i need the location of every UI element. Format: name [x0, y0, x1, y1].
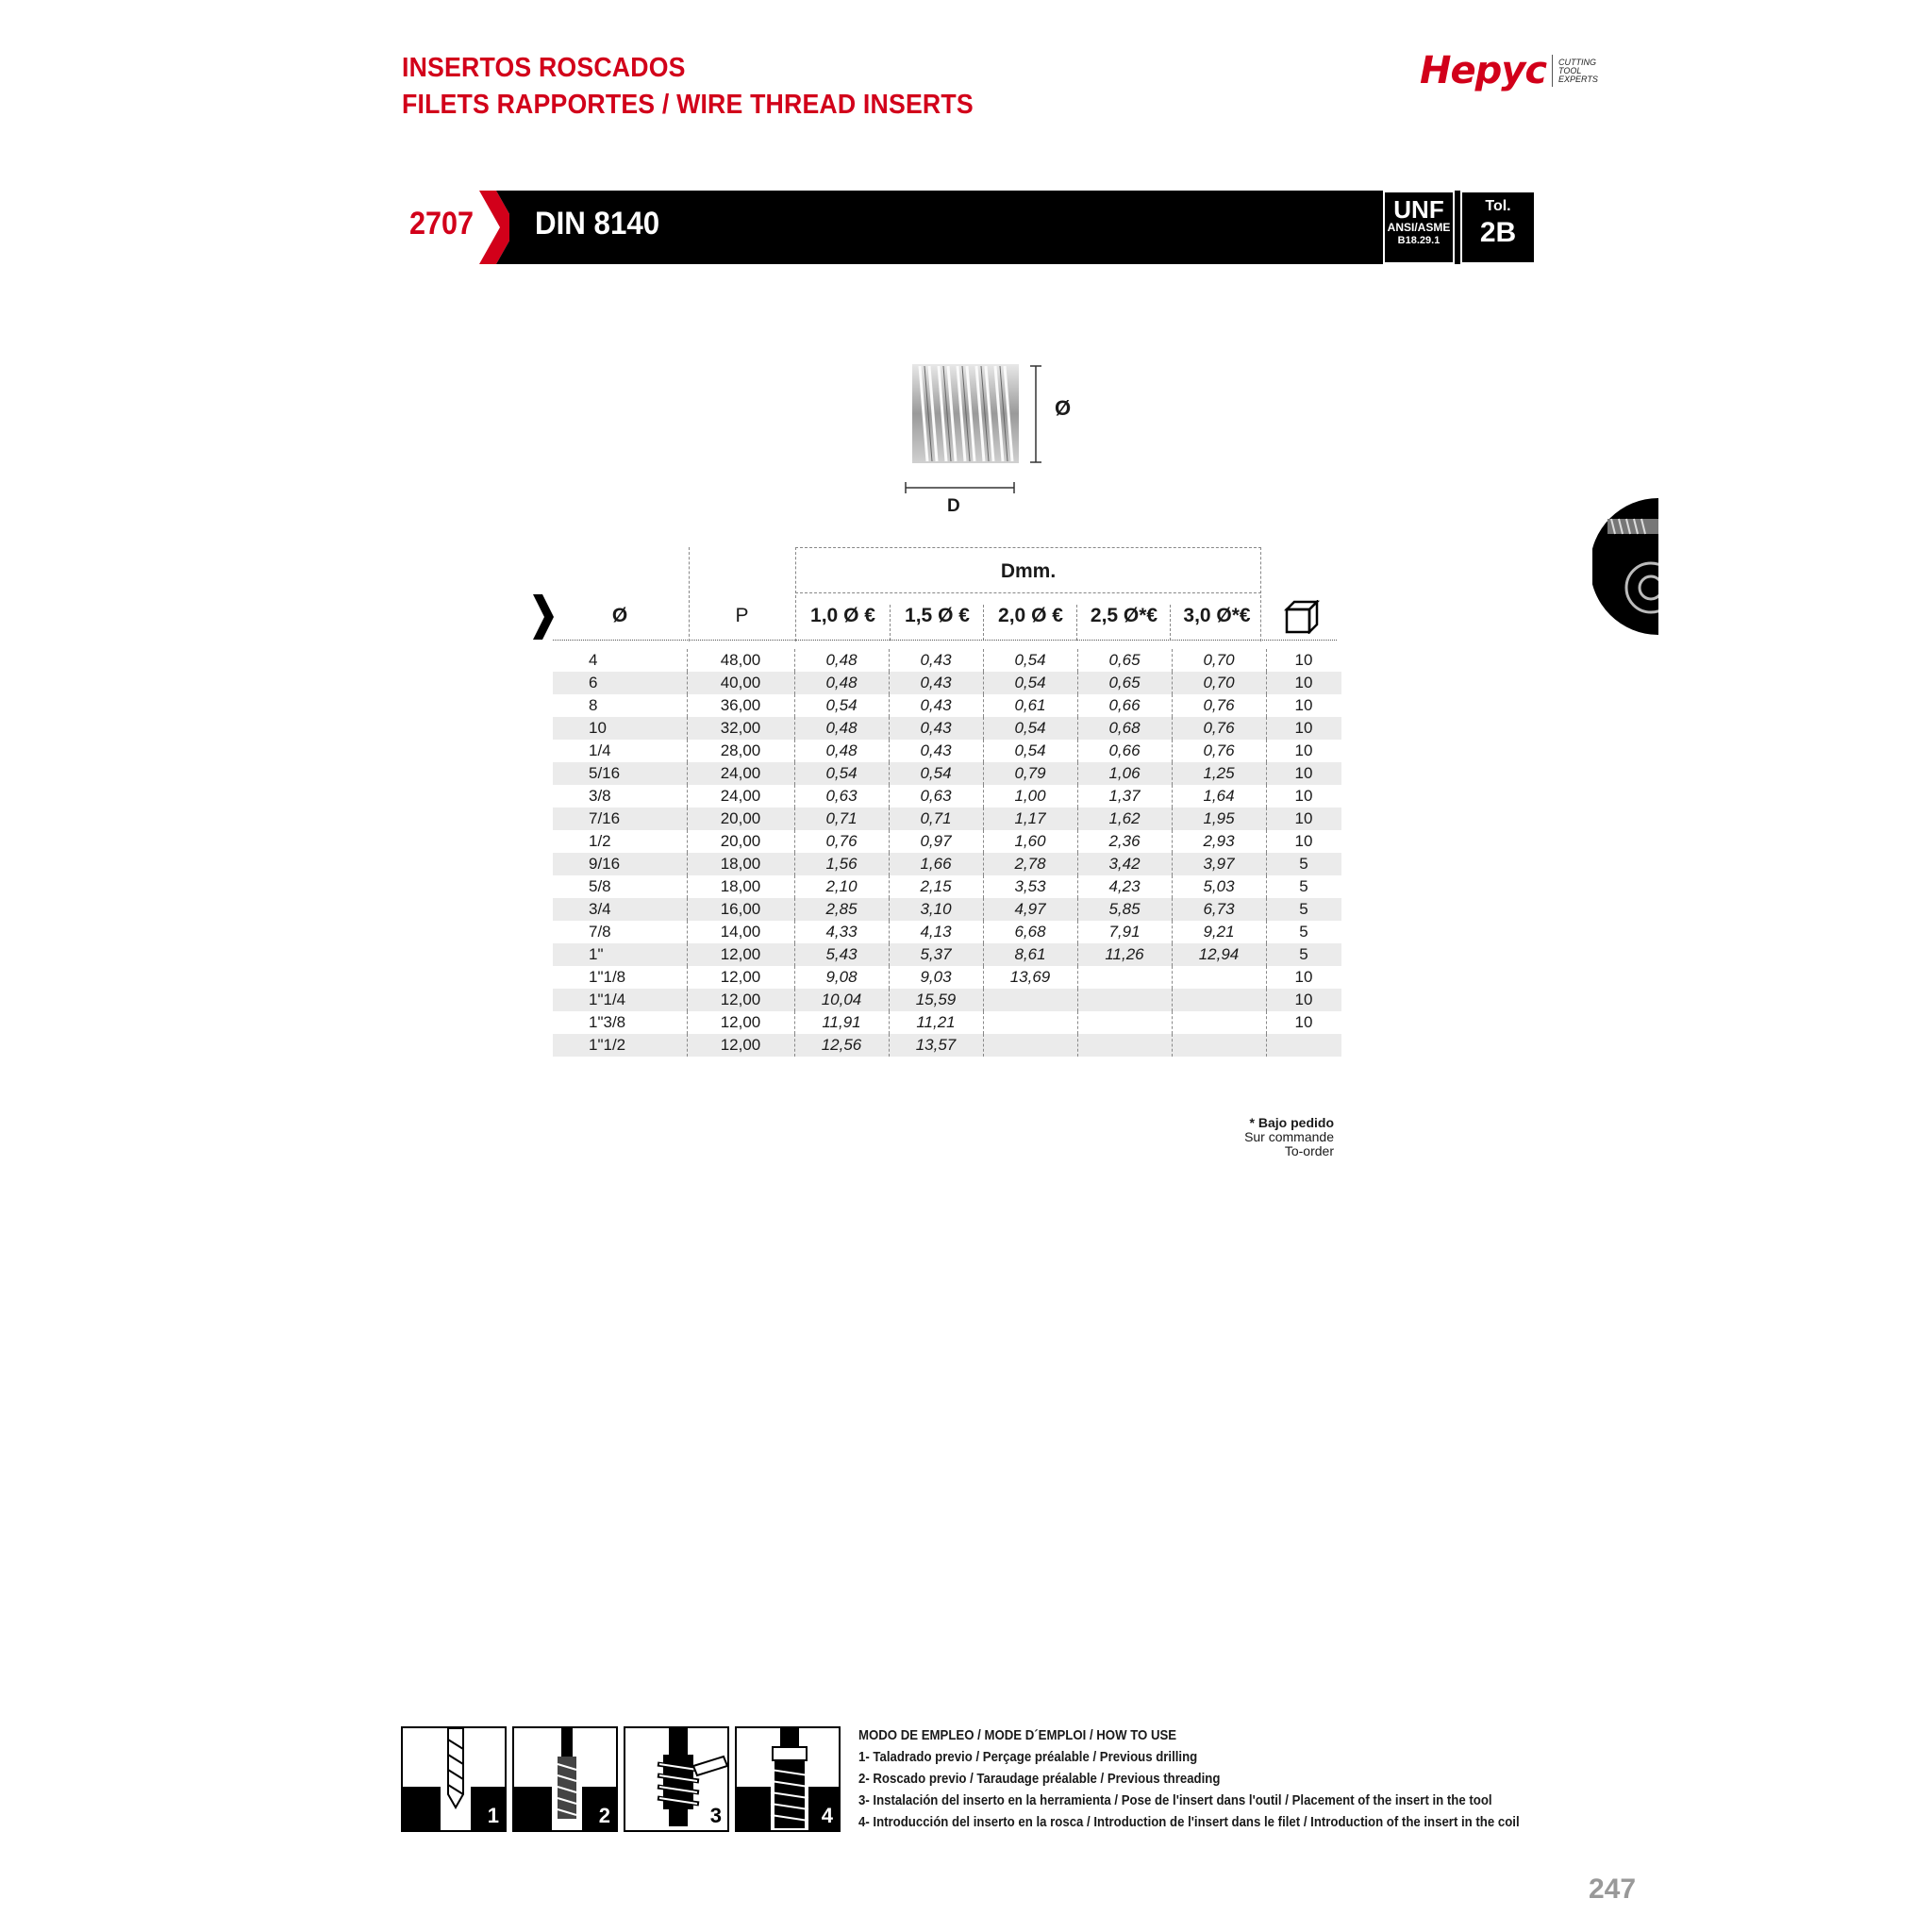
howto-step-4: 4- Introducción del inserto en la rosca / Introduction de l'insert dans le filet / Introduction of the insert in the coil [858, 1814, 1520, 1830]
cell-diameter: 4 [553, 649, 687, 672]
cell-diameter: 5/16 [553, 762, 687, 785]
table-row [553, 740, 1341, 762]
cell-price: 0,70 [1172, 649, 1266, 672]
page-title-line2: FILETS RAPPORTES / WIRE THREAD INSERTS [402, 90, 974, 120]
logo-tagline: CUTTING TOOL EXPERTS [1558, 57, 1598, 84]
col-diameter: Ø [611, 605, 628, 626]
cell-price: 9,08 [794, 966, 889, 989]
cell-pitch: 12,00 [687, 943, 794, 966]
cell-diameter: 3/4 [553, 898, 687, 921]
cell-price: 3,97 [1172, 853, 1266, 875]
cell-price: 1,06 [1077, 762, 1172, 785]
table-row [553, 853, 1341, 875]
howto-step-2: 2- Roscado previo / Taraudage préalable / Previous threading [858, 1771, 1221, 1787]
order-note [1132, 1116, 1334, 1158]
cell-pitch: 40,00 [687, 672, 794, 694]
cell-price: 0,54 [983, 672, 1077, 694]
cell-price: 12,94 [1172, 943, 1266, 966]
cell-quantity [1266, 1034, 1341, 1057]
cell-price: 3,53 [983, 875, 1077, 898]
cell-pitch: 48,00 [687, 649, 794, 672]
col-2-0: 2,0 Ø € [983, 605, 1077, 641]
cell-pitch: 20,00 [687, 808, 794, 830]
cell-price: 1,95 [1172, 808, 1266, 830]
cell-pitch: 24,00 [687, 762, 794, 785]
cell-price [1172, 989, 1266, 1011]
cell-price: 4,97 [983, 898, 1077, 921]
product-standard: DIN 8140 [535, 206, 660, 242]
cell-price: 7,91 [1077, 921, 1172, 943]
thread-std-2: B18.29.1 [1397, 235, 1441, 246]
table-row [553, 966, 1341, 989]
table-divider [689, 547, 690, 641]
tolerance-value: 2B [1479, 217, 1517, 248]
table-row [553, 830, 1341, 853]
cell-diameter: 3/8 [553, 785, 687, 808]
cell-diameter: 1/2 [553, 830, 687, 853]
cell-price: 0,65 [1077, 649, 1172, 672]
cell-diameter: 7/16 [553, 808, 687, 830]
cell-quantity: 10 [1294, 832, 1313, 850]
price-table [553, 649, 1341, 1057]
row-pointer-icon [533, 594, 554, 640]
step-1-drilling [401, 1726, 507, 1832]
logo-divider [1552, 55, 1553, 87]
cell-price: 2,78 [983, 853, 1077, 875]
cell-pitch: 12,00 [687, 1034, 794, 1057]
cell-diameter: 1" [553, 943, 687, 966]
cell-price: 0,68 [1077, 717, 1172, 740]
cell-price: 0,54 [983, 649, 1077, 672]
cell-quantity: 5 [1266, 898, 1341, 921]
product-code: 2707 [409, 206, 475, 242]
cell-price: 2,15 [889, 875, 983, 898]
howto-step-3: 3- Instalación del inserto en la herramienta / Pose de l'insert dans l'outil / Placement of the insert in the tool [858, 1792, 1492, 1808]
table-row [553, 875, 1341, 898]
cell-pitch: 12,00 [687, 1011, 794, 1034]
dmm-header: Dmm. [1000, 560, 1057, 582]
cell-diameter: 1"1/2 [553, 1034, 687, 1057]
cell-diameter: 7/8 [553, 921, 687, 943]
cell-price: 2,36 [1077, 830, 1172, 853]
cell-pitch: 14,00 [687, 921, 794, 943]
cell-price: 0,54 [794, 694, 889, 717]
cell-pitch: 12,00 [687, 966, 794, 989]
cell-price: 0,43 [889, 717, 983, 740]
howto-title: MODO DE EMPLEO / MODE D´EMPLOI / HOW TO USE [858, 1727, 1177, 1743]
cell-price: 9,21 [1172, 921, 1266, 943]
cell-price: 10,04 [794, 989, 889, 1011]
note-line3: To-order [1284, 1143, 1334, 1158]
cell-diameter: 6 [553, 672, 687, 694]
cell-price: 0,61 [983, 694, 1077, 717]
table-row [553, 649, 1341, 672]
cell-price: 0,76 [1172, 740, 1266, 762]
diameter-label: Ø [1055, 396, 1072, 420]
cell-price: 0,97 [889, 830, 983, 853]
cell-price: 0,76 [1172, 694, 1266, 717]
cell-price: 12,56 [794, 1034, 889, 1057]
cell-diameter: 5/8 [553, 875, 687, 898]
howto-step-1: 1- Taladrado previo / Perçage préalable / Previous drilling [858, 1749, 1198, 1765]
cell-price: 0,54 [983, 717, 1077, 740]
cell-price [1077, 989, 1172, 1011]
cell-price: 6,68 [983, 921, 1077, 943]
cell-pitch: 24,00 [687, 785, 794, 808]
cell-pitch: 12,00 [687, 989, 794, 1011]
table-row [553, 785, 1341, 808]
cell-price [1077, 1011, 1172, 1034]
cell-pitch: 20,00 [687, 830, 794, 853]
cell-quantity: 10 [1294, 651, 1313, 669]
cell-price: 5,43 [794, 943, 889, 966]
cell-quantity: 10 [1294, 1013, 1313, 1031]
cell-price: 0,48 [794, 717, 889, 740]
cell-pitch: 18,00 [687, 875, 794, 898]
cell-price: 0,76 [1172, 717, 1266, 740]
cell-price [1077, 966, 1172, 989]
cell-price: 5,85 [1077, 898, 1172, 921]
cell-price: 1,66 [889, 853, 983, 875]
cell-price: 0,76 [794, 830, 889, 853]
cell-price: 0,66 [1077, 740, 1172, 762]
cell-price: 1,56 [794, 853, 889, 875]
cell-price: 0,43 [889, 740, 983, 762]
cell-price: 13,57 [889, 1034, 983, 1057]
step-number-4: 4 [821, 1804, 833, 1827]
table-row [553, 1034, 1341, 1057]
cell-price: 4,33 [794, 921, 889, 943]
cell-price: 1,60 [983, 830, 1077, 853]
table-row [553, 943, 1341, 966]
note-line1: * Bajo pedido [1249, 1115, 1334, 1130]
brand-logo [1420, 49, 1598, 92]
cell-price: 0,54 [794, 762, 889, 785]
cell-diameter: 10 [553, 717, 687, 740]
step-4-insertion [735, 1726, 841, 1832]
cell-price: 0,43 [889, 672, 983, 694]
col-1-5: 1,5 Ø € [890, 605, 984, 641]
col-3-0: 3,0 Ø*€ [1170, 605, 1263, 641]
col-2-5: 2,5 Ø*€ [1076, 605, 1171, 641]
cell-quantity: 5 [1266, 943, 1341, 966]
cell-price: 0,63 [889, 785, 983, 808]
cell-quantity: 10 [1294, 787, 1313, 805]
cell-price: 6,73 [1172, 898, 1266, 921]
cell-pitch: 36,00 [687, 694, 794, 717]
cell-quantity: 10 [1266, 717, 1341, 740]
cell-price: 1,25 [1172, 762, 1266, 785]
howto-text [858, 1724, 1520, 1833]
cell-price: 0,71 [889, 808, 983, 830]
cell-price: 0,63 [794, 785, 889, 808]
cell-price: 0,48 [794, 649, 889, 672]
cell-price: 0,43 [889, 649, 983, 672]
cell-price: 1,64 [1172, 785, 1266, 808]
cell-price [983, 1034, 1077, 1057]
cell-diameter: 1"1/4 [553, 989, 687, 1011]
cell-price: 3,10 [889, 898, 983, 921]
tolerance-badge [1460, 191, 1536, 264]
table-header-rule [553, 640, 1337, 641]
cell-price [1172, 1011, 1266, 1034]
table-row [553, 989, 1341, 1011]
cell-price: 1,00 [983, 785, 1077, 808]
cell-price: 4,13 [889, 921, 983, 943]
cell-quantity: 10 [1266, 808, 1341, 830]
dmm-group-line [795, 592, 1261, 593]
cell-price: 0,66 [1077, 694, 1172, 717]
cell-price: 1,62 [1077, 808, 1172, 830]
logo-word: Hepyc [1420, 49, 1547, 92]
table-row [553, 921, 1341, 943]
note-line2: Sur commande [1244, 1129, 1334, 1144]
cell-price: 0,54 [889, 762, 983, 785]
section-tab-icon [1592, 498, 1658, 635]
cell-price [1172, 966, 1266, 989]
cell-price: 3,42 [1077, 853, 1172, 875]
table-row [553, 694, 1341, 717]
cell-price: 1,37 [1077, 785, 1172, 808]
thread-std-1: ANSI/ASME [1387, 221, 1451, 234]
box-icon [1283, 600, 1321, 634]
cell-quantity: 5 [1299, 923, 1308, 941]
cell-price [983, 989, 1077, 1011]
cell-diameter: 1"1/8 [553, 966, 687, 989]
cell-price: 1,17 [983, 808, 1077, 830]
table-row [553, 762, 1341, 785]
step-number-2: 2 [598, 1804, 610, 1827]
cell-price [983, 1011, 1077, 1034]
page-title-line1: INSERTOS ROSCADOS [402, 53, 686, 83]
cell-price [1077, 1034, 1172, 1057]
cell-price: 0,70 [1172, 672, 1266, 694]
cell-price: 11,91 [794, 1011, 889, 1034]
cell-price: 9,03 [889, 966, 983, 989]
cell-pitch: 32,00 [687, 717, 794, 740]
cell-quantity: 10 [1266, 672, 1341, 694]
cell-price: 0,54 [983, 740, 1077, 762]
step-number-1: 1 [487, 1804, 499, 1827]
cell-diameter: 1/4 [553, 740, 687, 762]
cell-price: 15,59 [889, 989, 983, 1011]
cell-price: 13,69 [983, 966, 1077, 989]
table-row [553, 808, 1341, 830]
tolerance-label: Tol. [1485, 198, 1511, 214]
cell-price: 8,61 [983, 943, 1077, 966]
cell-quantity: 5 [1299, 877, 1308, 895]
cell-quantity: 10 [1294, 741, 1313, 759]
cell-quantity: 10 [1266, 989, 1341, 1011]
col-1-0: 1,0 Ø € [810, 605, 875, 626]
cell-diameter: 1"3/8 [553, 1011, 687, 1034]
cell-price: 5,03 [1172, 875, 1266, 898]
cell-price: 0,48 [794, 672, 889, 694]
col-pitch: P [735, 605, 749, 626]
cell-price: 0,48 [794, 740, 889, 762]
cell-pitch: 18,00 [687, 853, 794, 875]
cell-price: 2,85 [794, 898, 889, 921]
cell-price: 2,93 [1172, 830, 1266, 853]
cell-diameter: 8 [553, 694, 687, 717]
cell-price: 0,65 [1077, 672, 1172, 694]
cell-pitch: 16,00 [687, 898, 794, 921]
cell-price: 0,43 [889, 694, 983, 717]
cell-price: 11,26 [1077, 943, 1172, 966]
cell-quantity: 10 [1294, 968, 1313, 986]
cell-quantity: 10 [1266, 762, 1341, 785]
cell-pitch: 28,00 [687, 740, 794, 762]
cell-price: 0,79 [983, 762, 1077, 785]
thread-type: UNF [1393, 195, 1444, 224]
table-row [553, 1011, 1341, 1034]
cell-price: 2,10 [794, 875, 889, 898]
page-number: 247 [1589, 1874, 1637, 1905]
cell-diameter: 9/16 [553, 853, 687, 875]
step-2-threading [512, 1726, 618, 1832]
cell-quantity: 10 [1294, 696, 1313, 714]
table-row [553, 898, 1341, 921]
step-number-3: 3 [709, 1804, 722, 1827]
cell-price [1172, 1034, 1266, 1057]
cell-price: 11,21 [889, 1011, 983, 1034]
thread-type-badge [1383, 191, 1455, 264]
table-row [553, 672, 1341, 694]
cell-price: 4,23 [1077, 875, 1172, 898]
product-bar [509, 191, 1536, 264]
thread-insert-diagram [901, 358, 1071, 505]
table-row [553, 717, 1341, 740]
length-label: D [947, 496, 960, 516]
cell-price: 0,71 [794, 808, 889, 830]
cell-price: 5,37 [889, 943, 983, 966]
step-3-placement [624, 1726, 729, 1832]
cell-quantity: 5 [1266, 853, 1341, 875]
